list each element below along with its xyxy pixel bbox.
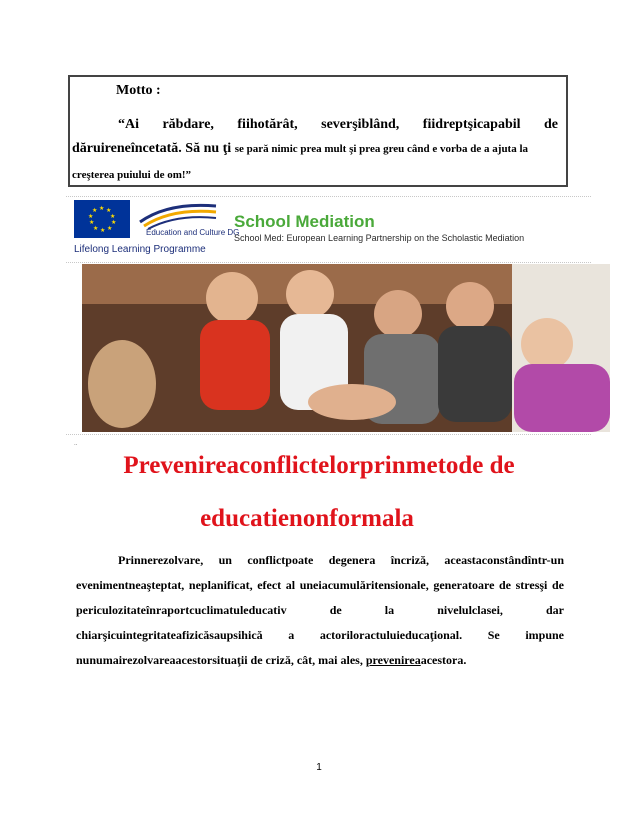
group-photo	[82, 264, 610, 432]
paragraph-underlined-word: prevenirea	[365, 653, 421, 667]
heading-line-1: Prevenireaconflictelorprinmetode de	[123, 452, 515, 479]
ec-label: Education and Culture DG	[146, 228, 240, 237]
eu-flag-icon: ★ ★ ★ ★ ★ ★ ★ ★ ★ ★	[74, 200, 130, 238]
photo-mark: ..	[74, 439, 78, 447]
motto-line-2-small: se pară nimic prea mult şi prea greu când e vorba de a ajuta la	[234, 143, 529, 155]
heading-line-2: educatienonformala	[200, 505, 414, 532]
separator-top	[66, 196, 591, 197]
paragraph-line-1: Prinnerezolvare, un conflictpoate degenera încriză, aceastaconstândîntr-un	[118, 553, 564, 567]
motto-line-3: creşterea puiului de om!”	[72, 169, 192, 181]
separator-photo	[66, 434, 591, 435]
paragraph-line-2: evenimentneaşteptat, neplanificat, efect al uneiacumulăritensionale, generatoare de stresşi de	[76, 578, 564, 592]
paragraph-line-5-text: nunumairezolvareaacestorsituaţii de criză, cât, mai ales,	[76, 653, 366, 667]
page-number: 1	[316, 762, 322, 773]
school-mediation-subtitle: School Med: European Learning Partnership on the Scholastic Mediation	[234, 233, 525, 243]
motto-line-2-main: dăruireneîncetată. Să nu ţi	[72, 141, 235, 156]
motto-line-2	[72, 141, 528, 157]
separator-banner	[66, 262, 591, 263]
school-mediation-title: School Mediation	[234, 212, 375, 231]
paragraph-line-3: periculozitateînraportcuclimatuleducativ de la nivelulclasei, dar	[76, 603, 564, 617]
paragraph-line-5-end: acestora.	[420, 653, 467, 667]
program-label: Lifelong Learning Programme	[74, 244, 206, 255]
project-banner	[74, 198, 594, 260]
motto-title: Motto :	[116, 83, 161, 98]
motto-line-1: “Ai răbdare, fiihotărât, severşiblând, fiidreptşicapabil de	[118, 117, 558, 132]
motto-box	[68, 75, 568, 187]
paragraph-line-4: chiarşicuintegritateafizicăsaupsihică a actoriloractuluieducaţional. Se impune	[76, 628, 564, 642]
paragraph-line-5	[76, 653, 564, 668]
